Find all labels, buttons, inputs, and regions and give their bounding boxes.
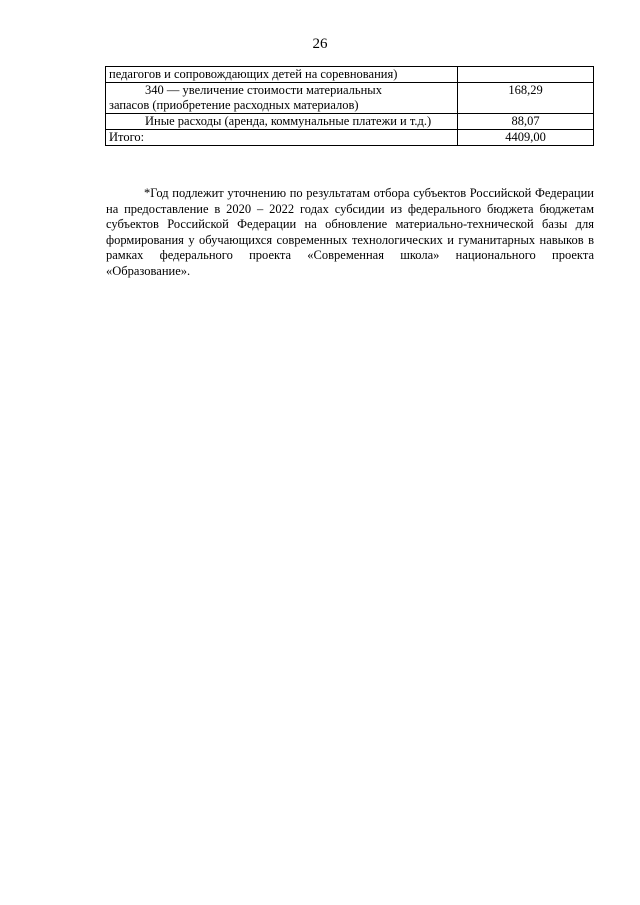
budget-table [105, 66, 594, 146]
table-row [106, 83, 594, 114]
row-description-line: 340 — увеличение стоимости материальных [145, 83, 382, 97]
table-total-row [106, 130, 594, 146]
row-value: 168,29 [458, 83, 594, 114]
row-description [106, 114, 458, 130]
table-row [106, 67, 594, 83]
row-description: педагогов и сопровождающих детей на соревнования) [106, 67, 458, 83]
total-value: 4409,00 [458, 130, 594, 146]
row-description-line: запасов (приобретение расходных материалов) [109, 98, 359, 112]
row-description [106, 83, 458, 114]
page-number: 26 [312, 36, 328, 52]
footnote: *Год подлежит уточнению по результатам отбора субъектов Российской Федерации на предоставление в 2020 – 2022 годах субсидии из федерального бюджета бюджетам субъектов Российской Федерации на обновление материально-технической базы для формирования у обучающихся современных технологических и гуманитарных навыков в рамках федерального проекта «Современная школа» национального проекта «Образование». [106, 186, 594, 278]
table-row [106, 114, 594, 130]
row-value [458, 67, 594, 83]
total-label: Итого: [106, 130, 458, 146]
row-value: 88,07 [458, 114, 594, 130]
row-description-text: Иные расходы (аренда, коммунальные платежи и т.д.) [145, 114, 432, 128]
